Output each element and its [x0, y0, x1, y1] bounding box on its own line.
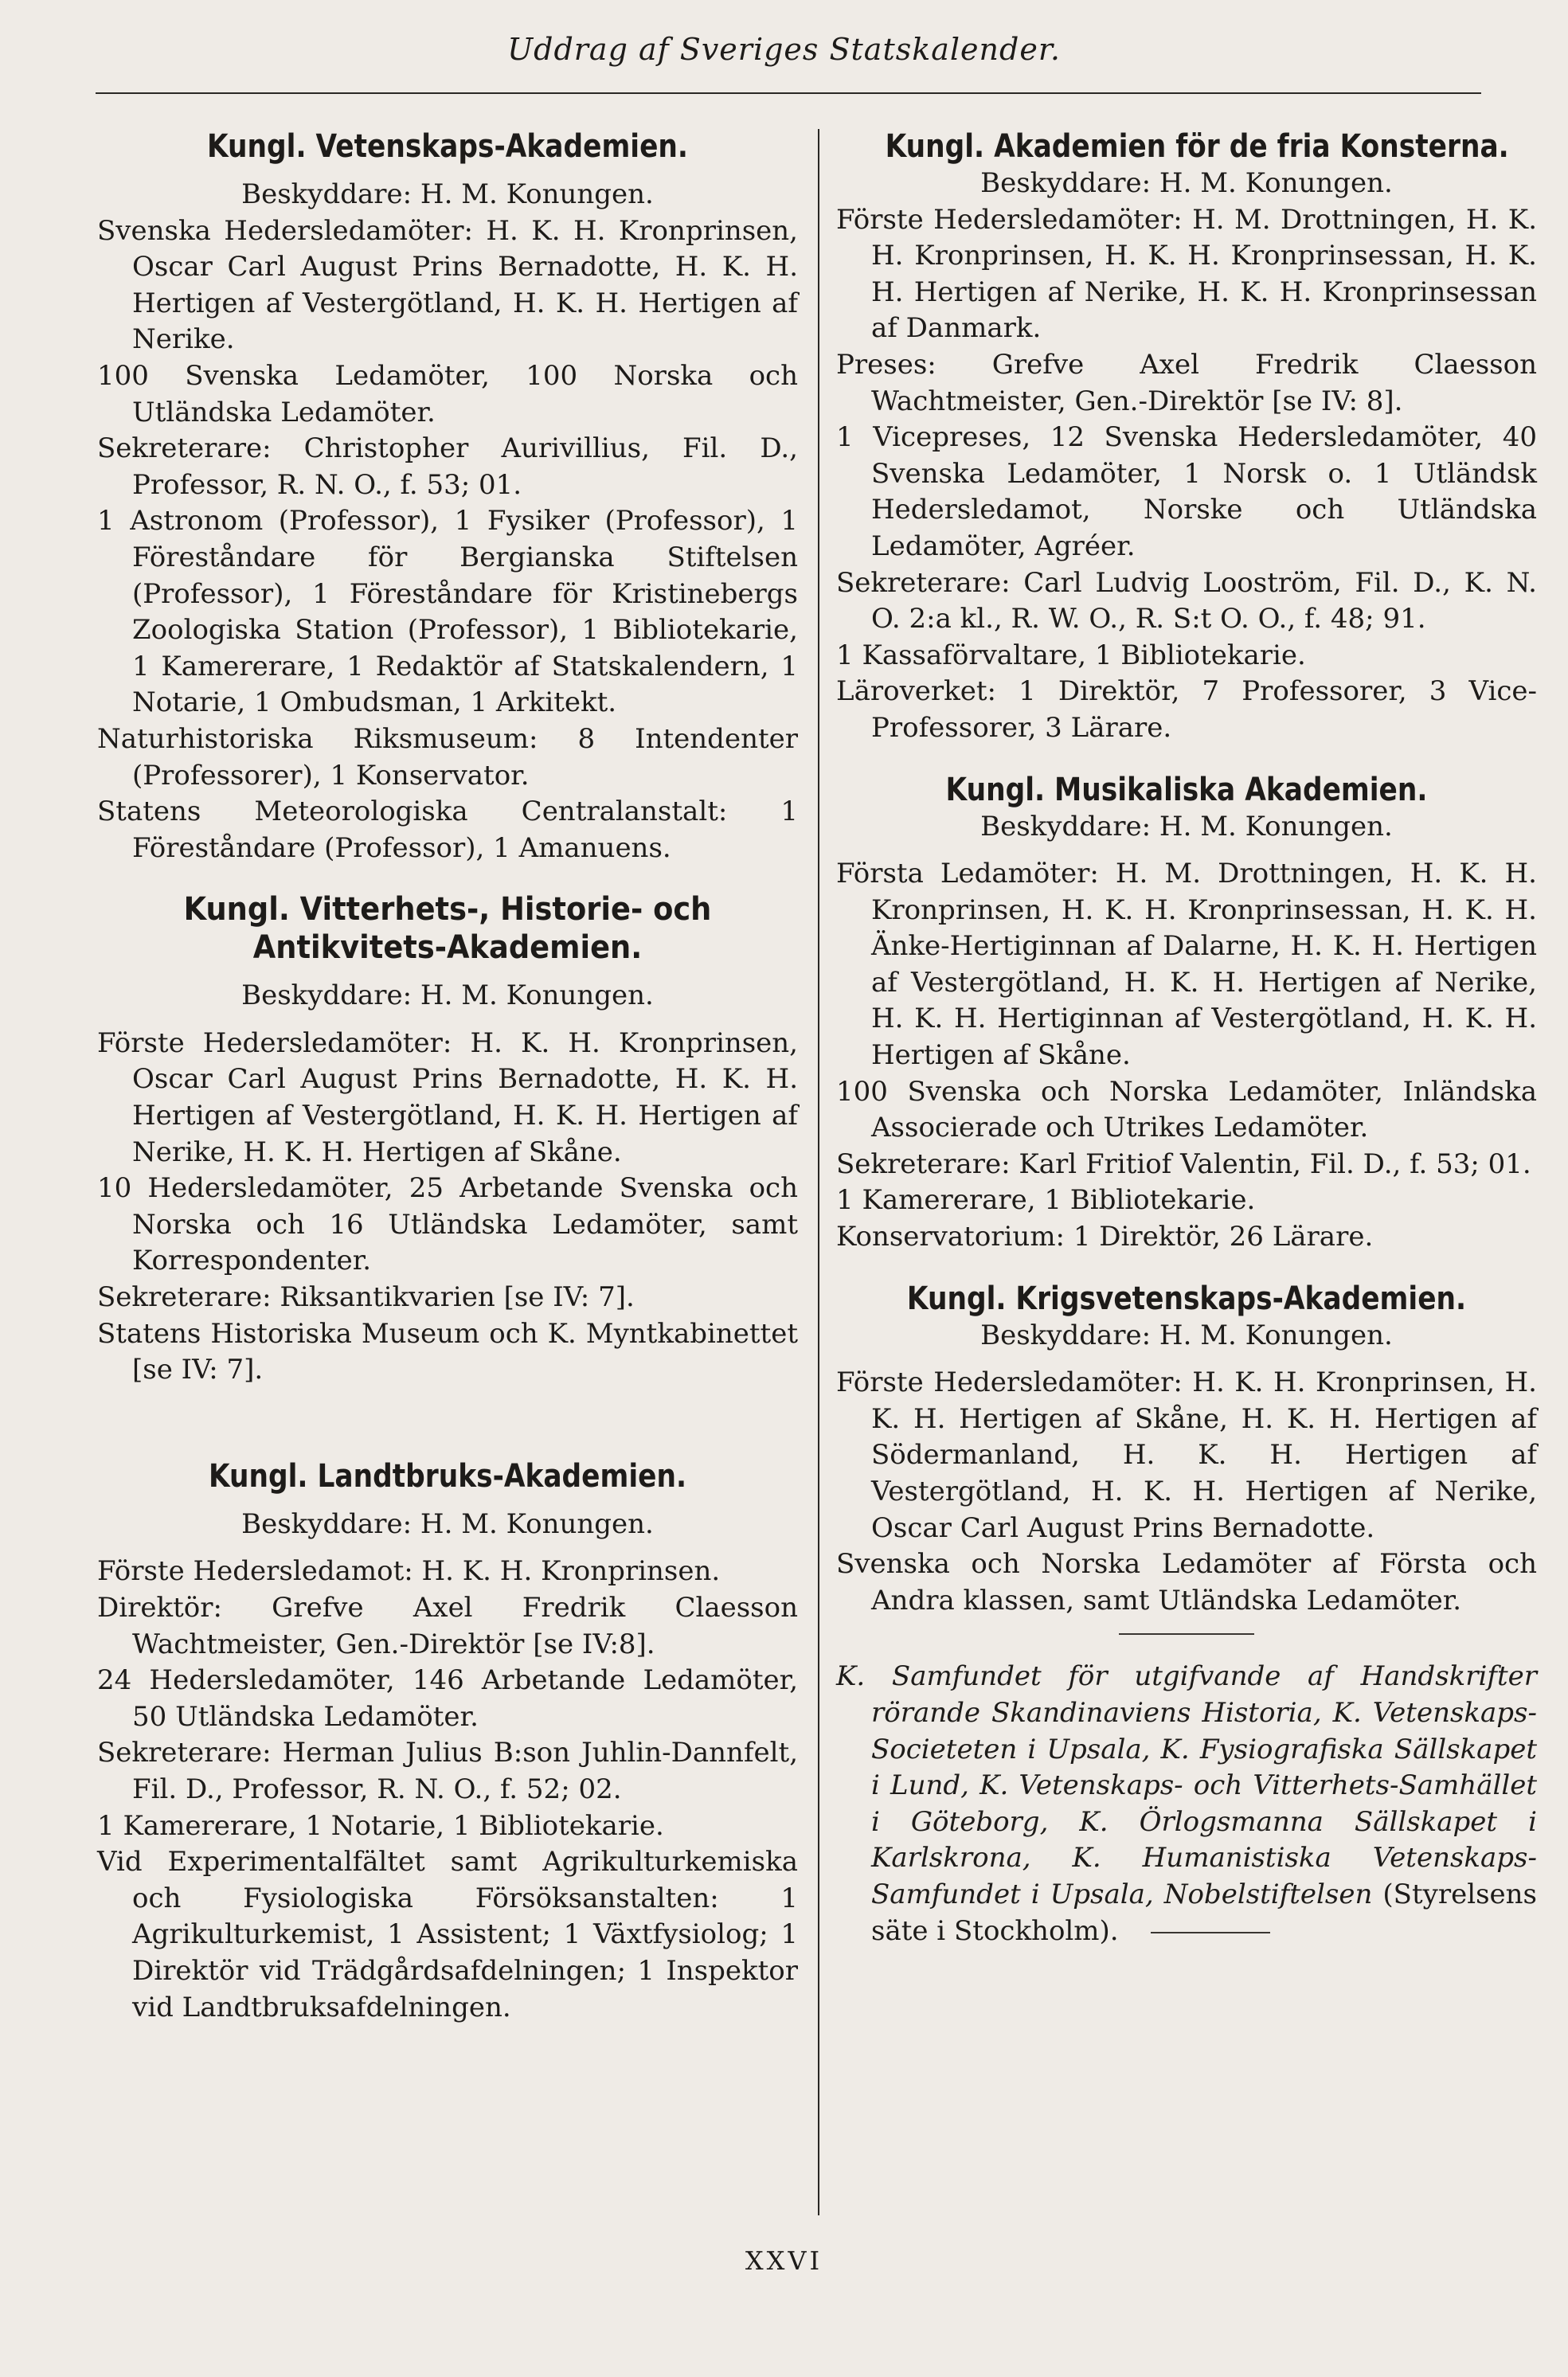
section-vetenskaps-akademien: [97, 127, 798, 866]
entry: Preses: Grefve Axel Fredrik Claesson Wachtmeister, Gen.-Direktör [se IV: 8].: [836, 348, 1537, 417]
end-rule: [1151, 1932, 1270, 1933]
entry: Förste Hedersledamöter: H. K. H. Kronprinsen, H. K. H. Hertigen af Skåne, H. K. H. Hertigen af Södermanland, H. K. H. Hertigen af Vestergötland, H. K. H. Hertigen af Nerike, Oscar Carl August Prins Bernadotte.: [836, 1366, 1537, 1544]
section-heading: Kungl. Musikaliska Akademien.: [945, 771, 1428, 808]
section-heading: Kungl. Krigsvetenskaps-Akademien.: [906, 1280, 1467, 1317]
entry: Sekreterare: Karl Fritiof Valentin, Fil. D., f. 53; 01.: [836, 1147, 1531, 1180]
column-divider: [818, 129, 819, 2215]
entry: Sekreterare: Carl Ludvig Looström, Fil. D., K. N. O. 2:a kl., R. W. O., R. S:t O. O., f. 48; 91.: [836, 566, 1537, 635]
entry: Statens Meteorologiska Centralanstalt: 1 Föreståndare (Professor), 1 Amanuens.: [97, 796, 798, 864]
entry: Svenska Hedersledamöter: H. K. H. Kronprinsen, Oscar Carl August Prins Bernadotte, H. K. H. Hertigen af Vestergötland, H. K. H. Hertigen af Nerike.: [97, 214, 798, 356]
section-landtbruks-akademien: [97, 1457, 798, 2026]
samfund-seat: (Styrelsens säte i Stockholm).: [871, 1878, 1537, 1947]
patron-line: Beskyddare: H. M. Konungen.: [241, 178, 654, 210]
entry: Svenska och Norska Ledamöter af Första och Andra klassen, samt Utländska Ledamöter.: [836, 1548, 1537, 1617]
section-heading: Kungl. Akademien för de fria Konsterna.: [885, 128, 1509, 165]
entry: 1 Astronom (Professor), 1 Fysiker (Professor), 1 Föreståndare för Bergianska Stiftelsen (Professor), 1 Föreståndare för Kristinebergs Zoologiska Station (Professor), 1 Bibliotekarie, 1 Kamererare, 1 Redaktör af Statskalendern, 1 Notarie, 1 Ombudsman, 1 Arkitekt.: [97, 505, 798, 719]
patron-line: Beskyddare: H. M. Konungen.: [980, 167, 1393, 199]
entry: 1 Kamererare, 1 Bibliotekarie.: [836, 1184, 1256, 1217]
entry: 100 Svenska Ledamöter, 100 Norska och Utländska Ledamöter.: [97, 359, 798, 428]
entry: Förste Hedersledamöter: H. M. Drottningen, H. K. H. Kronprinsen, H. K. H. Kronprinsessan, H. K. H. Hertigen af Nerike, H. K. H. Kronprinsessan af Danmark.: [836, 203, 1537, 345]
entry: Naturhistoriska Riksmuseum: 8 Intendenter (Professorer), 1 Konservator.: [97, 722, 798, 792]
entry: Vid Experimentalfältet samt Agrikulturkemiska och Fysiologiska Försöksanstalten: 1 Agrikulturkemist, 1 Assistent; 1 Växtfysiolog; 1 Direktör vid Trädgårdsafdelningen; 1 Inspektor vid Landtbruksafdelningen.: [97, 1846, 798, 2023]
section-vitterhets-akademien: [97, 890, 798, 1389]
entry: Förste Hedersledamot: H. K. H. Kronprinsen.: [97, 1555, 721, 1588]
entry: Läroverket: 1 Direktör, 7 Professorer, 3 Vice-Professorer, 3 Lärare.: [836, 675, 1537, 744]
section-heading: Kungl. Landtbruks-Akademien.: [208, 1457, 687, 1495]
patron-line: Beskyddare: H. M. Konungen.: [980, 1319, 1393, 1351]
section-heading: Kungl. Vetenskaps-Akademien.: [207, 128, 688, 165]
section-samfund-note: [836, 1659, 1537, 1949]
entry: 1 Vicepreses, 12 Svenska Hedersledamöter, 40 Svenska Ledamöter, 1 Norsk o. 1 Utländsk Hedersledamot, Norske och Utländska Ledamöter, Agréer.: [836, 421, 1537, 562]
header-rule: [96, 92, 1481, 94]
entry: Konservatorium: 1 Direktör, 26 Lärare.: [836, 1221, 1374, 1253]
entry: 1 Kamererare, 1 Notarie, 1 Bibliotekarie.: [97, 1809, 664, 1842]
patron-line: Beskyddare: H. M. Konungen.: [980, 810, 1393, 843]
samfund-names: K. Samfundet för utgifvande af Handskrifter rörande Skandinaviens Historia, K. Vetenskaps-Societeten i Upsala, K. Fysiografiska Sällskapet i Lund, K. Vetenskaps- och Vitterhets-Samhället i Göteborg, K. Örlogsmanna Sällskapet i Karlskrona, K. Humanistiska Vetenskaps-Samfundet i Upsala, Nobelstiftelsen: [836, 1660, 1537, 1910]
entry: Sekreterare: Christopher Aurivillius, Fil. D., Professor, R. N. O., f. 53; 01.: [97, 432, 798, 501]
patron-line: Beskyddare: H. M. Konungen.: [241, 1507, 654, 1540]
section-krigsvetenskaps-akademien: [836, 1280, 1537, 1636]
entry: 10 Hedersledamöter, 25 Arbetande Svenska och Norska och 16 Utländska Ledamöter, samt Korrespondenter.: [97, 1172, 798, 1277]
page-number: XXVI: [745, 2246, 823, 2276]
section-fria-konsterna: [836, 127, 1537, 747]
samfund-note: [836, 1659, 1537, 1949]
running-title: Uddrag af Sveriges Statskalender.: [507, 32, 1061, 67]
section-musikaliska-akademien: [836, 771, 1537, 1256]
entry: 100 Svenska och Norska Ledamöter, Inländska Associerade och Utrikes Ledamöter.: [836, 1075, 1537, 1144]
right-column: [836, 127, 1537, 1949]
patron-line: Beskyddare: H. M. Konungen.: [241, 979, 654, 1012]
entry: Statens Historiska Museum och K. Myntkabinettet [se IV: 7].: [97, 1317, 798, 1386]
entry: Förste Hedersledamöter: H. K. H. Kronprinsen, Oscar Carl August Prins Bernadotte, H. K. H. Hertigen af Vestergötland, H. K. H. Hertigen af Nerike, H. K. H. Hertigen af Skåne.: [97, 1026, 798, 1168]
entry: Första Ledamöter: H. M. Drottningen, H. K. H. Kronprinsen, H. K. H. Kronprinsessan, H. K. H. Änke-Hertiginnan af Dalarne, H. K. H. Hertigen af Vestergötland, H. K. H. Hertigen af Nerike, H. K. H. Hertiginnan af Vestergötland, H. K. H. Hertigen af Skåne.: [836, 858, 1537, 1072]
section-heading: Kungl. Vitterhets-, Historie- och Antikvitets-Akademien.: [183, 891, 712, 967]
entry: Sekreterare: Herman Julius B:son Juhlin-Dannfelt, Fil. D., Professor, R. N. O., f. 52; 02.: [97, 1737, 798, 1805]
entry: Direktör: Grefve Axel Fredrik Claesson Wachtmeister, Gen.-Direktör [se IV:8].: [97, 1592, 798, 1660]
entry: Sekreterare: Riksantikvarien [se IV: 7].: [97, 1281, 635, 1314]
entry: 1 Kassaförvaltare, 1 Bibliotekarie.: [836, 639, 1306, 671]
entry: 24 Hedersledamöter, 146 Arbetande Ledamöter, 50 Utländska Ledamöter.: [97, 1664, 798, 1733]
left-column: [97, 127, 798, 2026]
